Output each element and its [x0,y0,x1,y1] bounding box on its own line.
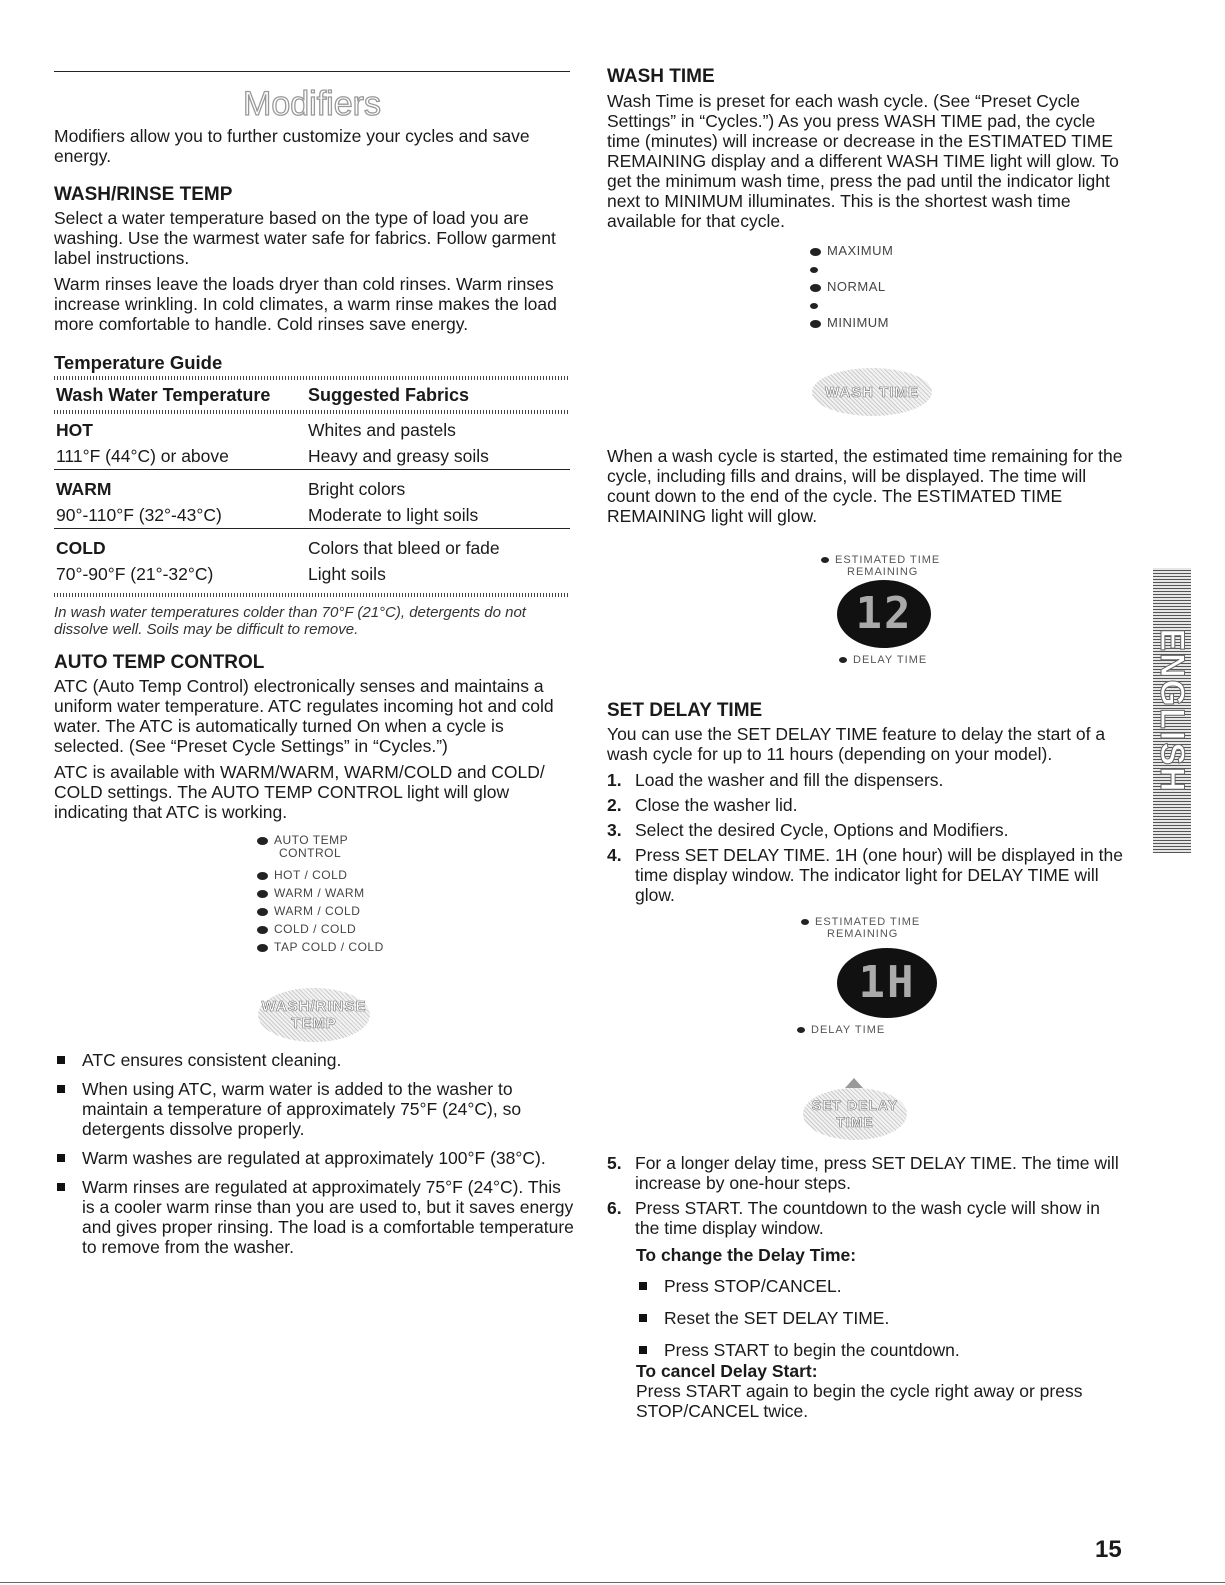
indicator-light-icon [257,872,268,880]
step-text: Close the washer lid. [635,795,798,815]
list-item [636,1276,1126,1296]
delay-time-text: DELAY TIME [853,654,928,666]
list-item [54,1079,576,1139]
atc-indicator-panel [257,834,457,956]
estimated-time-label [821,554,940,578]
indicator-light-icon [257,926,268,934]
list-item [607,1198,1127,1238]
cancel-delay-text: Press START again to begin the cycle right away or press STOP/CANCEL twice. [636,1381,1083,1421]
estimated-time-label [801,916,920,940]
bullet-text: ATC ensures consistent cleaning. [82,1050,342,1070]
time-readout: 12 [837,580,931,648]
wash-rinse-heading: WASH/RINSE TEMP [54,184,233,205]
temp-indicator-item [257,866,457,884]
bullet-text: Press STOP/CANCEL. [664,1276,842,1296]
level-item-minimum [810,314,970,332]
step-number: 1. [607,770,622,790]
language-tab-label: ENGLISH [1153,627,1191,794]
level-spacer [810,260,970,278]
set-delay-heading: SET DELAY TIME [607,700,763,721]
bullet-icon [639,1346,647,1354]
estimated-time-display [803,552,943,672]
step-text: Press SET DELAY TIME. 1H (one hour) will be displayed in the time display window. The indicator light for DELAY TIME will glow. [635,845,1123,905]
change-delay-title: To change the Delay Time: [636,1245,857,1265]
indicator-light-icon [810,303,818,309]
bullet-icon [639,1314,647,1322]
set-delay-time-button[interactable] [803,1088,907,1140]
step-number: 3. [607,820,622,840]
level-label: NORMAL [827,279,886,294]
fabric-cell: Colors that bleed or fade [306,529,570,562]
indicator-light-icon [821,557,829,563]
modifiers-intro: Modifiers allow you to further customize your cycles and save energy. [54,126,530,166]
list-item [607,845,1127,905]
temp-indicator-item [257,920,457,938]
temp-name: COLD [54,529,306,562]
wash-rinse-temp-label-1: WASH/RINSE [261,998,367,1015]
temp-indicator-item [257,884,457,902]
list-item [54,1177,576,1257]
temp-indicator-label: COLD / COLD [274,922,357,936]
indicator-light-icon [257,837,268,845]
table-row [54,443,570,470]
remaining-text: REMAINING [827,928,899,940]
list-item [607,1153,1127,1193]
bullet-icon [57,1183,65,1191]
temp-indicator-item [257,938,457,956]
estimated-time-text: ESTIMATED TIME [815,916,921,928]
indicator-light-icon [797,1027,805,1033]
wash-time-p2: When a wash cycle is started, the estimated time remaining for the cycle, including fills and drains, will be displayed. The time will count down to the end of the cycle. The ESTIMATED TIME REMAINING light will glow. [607,446,1123,526]
bullet-icon [57,1154,65,1162]
step-text: Select the desired Cycle, Options and Modifiers. [635,820,1009,840]
up-arrow-icon [845,1078,863,1088]
temperature-guide-table [54,376,570,597]
bullet-text: Press START to begin the countdown. [664,1340,960,1360]
level-label: MINIMUM [827,315,889,330]
remaining-text: REMAINING [847,566,919,578]
list-item [636,1340,1126,1360]
fabric-cell: Bright colors [306,470,570,503]
cancel-delay-title: To cancel Delay Start: [636,1361,818,1381]
temp-indicator-label: HOT / COLD [274,868,348,882]
delay-steps-list [607,770,1127,905]
list-item [607,820,1127,840]
wash-rinse-p2: Warm rinses leave the loads dryer than cold rinses. Warm rinses increase wrinkling. In cold climates, a warm rinse makes the load more comfortable to handle. Cold rinses save energy. [54,274,557,334]
fabric-cell: Light soils [308,564,386,584]
temp-indicator-label: WARM / COLD [274,904,361,918]
level-item-normal [810,278,970,296]
table-bottom-rule [54,593,570,597]
set-delay-p1: You can use the SET DELAY TIME feature to delay the start of a wash cycle for up to 11 hours (depending on your model). [607,724,1106,764]
indicator-light-icon [801,919,809,925]
table-row [54,502,570,529]
set-delay-label-1: SET DELAY [811,1097,899,1113]
step-number: 6. [607,1198,622,1218]
list-item [607,795,1127,815]
list-item [607,770,1127,790]
indicator-light-icon [810,320,821,328]
indicator-light-icon [810,248,821,256]
temp-range: 90°-110°F (32°-43°C) [56,505,222,525]
bullet-text: Warm rinses are regulated at approximately 75°F (24°C). This is a cooler warm rinse than you are used to, but it saves energy and gives proper rinsing. The load is a comfortable temperature to remove from the washer. [82,1177,574,1257]
bullet-text: When using ATC, warm water is added to the washer to maintain a temperature of approximately 75°F (24°C), so detergents dissolve properly. [82,1079,522,1139]
fabric-cell: Whites and pastels [308,420,456,440]
fabric-cell: Moderate to light soils [308,505,479,525]
temp-name: WARM [54,470,306,503]
atc-p1: ATC (Auto Temp Control) electronically senses and maintains a uniform water temperature. ATC regulates incoming hot and cold water. The ATC is automatically turned On when a cycle is selected. (See “Preset Cycle Settings” in “Cycles.”) [54,676,554,756]
language-side-tab [1153,568,1191,853]
delay-time-label [797,1024,885,1036]
table-row [54,417,570,443]
indicator-light-icon [810,267,818,273]
delay-time-label [839,654,927,666]
delay-steps-list-2 [607,1153,1127,1238]
page-bottom-rule [0,1582,1225,1583]
time-readout: 1H [837,948,937,1018]
bullet-text: Warm washes are regulated at approximately 100°F (38°C). [82,1148,546,1168]
indicator-light-icon [839,657,847,663]
temp-range: 111°F (44°C) or above [56,446,229,466]
page-number: 15 [1095,1536,1122,1563]
indicator-light-icon [257,908,268,916]
wash-time-p1: Wash Time is preset for each wash cycle. (See “Preset Cycle Settings” in “Cycles.”) As you press WASH TIME pad, the cycle time (minutes) will increase or decrease in the ESTIMATED TIME REMAINING display and a different WASH TIME light will glow. To get the minimum wash time, press the pad until the indicator light next to MINIMUM illuminates. This is the shortest wash time available for that cycle. [607,91,1119,231]
col-header-fabrics: Suggested Fabrics [308,385,470,405]
wash-rinse-p1: Select a water temperature based on the type of load you are washing. Use the warmest water safe for fabrics. Follow garment label instructions. [54,208,556,268]
wash-time-levels [810,242,970,332]
list-item [54,1148,576,1168]
col-header-temperature: Wash Water Temperature [56,385,271,405]
delay-time-text: DELAY TIME [811,1024,886,1036]
step-text: Load the washer and fill the dispensers. [635,770,944,790]
indicator-light-icon [257,944,268,952]
bullet-icon [57,1056,65,1064]
indicator-light-icon [810,284,821,292]
wash-rinse-temp-button[interactable] [258,988,370,1042]
wash-time-heading: WASH TIME [607,66,715,87]
temp-name: HOT [56,420,93,440]
step-number: 5. [607,1153,622,1173]
temp-indicator-item [257,902,457,920]
step-text: Press START. The countdown to the wash cycle will show in the time display window. [635,1198,1100,1238]
atc-bullet-list [54,1050,576,1257]
level-item-maximum [810,242,970,260]
auto-temp-label-1: AUTO TEMP [274,833,349,847]
temp-indicator-label: TAP COLD / COLD [274,940,384,954]
list-item [54,1050,576,1070]
delay-time-display [785,912,945,1038]
wash-time-button[interactable]: WASH TIME [812,368,932,416]
table-row [54,529,570,562]
estimated-time-text: ESTIMATED TIME [835,554,941,566]
level-label: MAXIMUM [827,243,894,258]
temperature-guide-title: Temperature Guide [54,352,223,373]
bullet-icon [57,1085,65,1093]
atc-heading: AUTO TEMP CONTROL [54,652,265,673]
temp-range: 70°-90°F (21°-32°C) [56,564,214,584]
auto-temp-label-2: CONTROL [279,846,342,860]
page-title: Modifiers [243,85,381,123]
indicator-light-icon [257,890,268,898]
table-row [54,561,570,587]
auto-temp-indicator [257,834,457,860]
bullet-text: Reset the SET DELAY TIME. [664,1308,890,1328]
table-row [54,470,570,503]
table-header-rule [54,410,570,414]
level-spacer [810,296,970,314]
step-number: 2. [607,795,622,815]
fabric-cell: Heavy and greasy soils [308,446,489,466]
step-text: For a longer delay time, press SET DELAY TIME. The time will increase by one-hour steps. [635,1153,1119,1193]
wash-rinse-temp-label-2: TEMP [291,1015,337,1032]
list-item [636,1308,1126,1328]
atc-p2: ATC is available with WARM/WARM, WARM/COLD and COLD/ COLD settings. The AUTO TEMP CONTROL light will glow indicating that ATC is working. [54,762,545,822]
change-delay-list [636,1276,1126,1360]
set-delay-label-2: TIME [836,1114,874,1130]
step-number: 4. [607,845,622,865]
section-rule [54,71,570,72]
temp-indicator-label: WARM / WARM [274,886,365,900]
bullet-icon [639,1282,647,1290]
temperature-note: In wash water temperatures colder than 70°F (21°C), detergents do not dissolve well. Soils may be difficult to remove. [54,604,526,638]
